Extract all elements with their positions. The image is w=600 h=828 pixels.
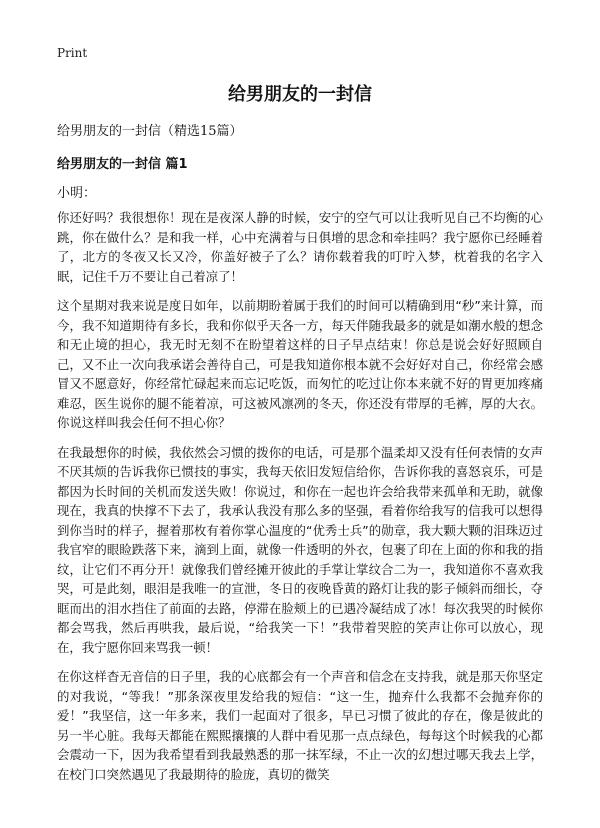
document-subtitle: 给男朋友的一封信（精选15篇） <box>57 124 243 139</box>
print-link[interactable]: Print <box>57 46 88 60</box>
paragraph-2: 这个星期对我来说是度日如年，以前期盼着属于我们的时间可以精确到用“秒”来计算，而今，我不知道期待有多长，我和你似乎天各一方，每天伴随我最多的就是如潮水般的想念和无止境的担心，我无时无刻不在盼望着这样的日子早点结束！你总是说会好好照顾自己，又不止一次向我承诺会善待自己，可是我知道你根本就不会好好对自己，你经常会感冒又不愿意好，你经常忙碌起来而忘记吃饭，而匆忙的吃过让你本来就不好的胃更加疼痛难忍，医生说你的腿不能着凉，可这被风凛冽的冬天，你还没有带厚的毛裤，厚的大衣。你说这样叫我会任何不担心你？ <box>57 298 543 430</box>
document-title: 给男朋友的一封信 <box>228 84 372 105</box>
section-heading: 给男朋友的一封信 篇1 <box>57 157 188 172</box>
paragraph-3: 在我最想你的时候，我依然会习惯的拨你的电话，可是那个温柔却又没有任何表情的女声不厌其烦的告诉我你已惯技的事实，我每天依旧发短信给你，告诉你我的喜怒哀乐，可是都因为长时间的关机而发送失败！你说过，和你在一起也许会给我带来孤单和无助，就像现在，我真的快撑不下去了，我承认我没有那么多的坚强，看着你给我写的信我可以想得到你当时的样子，握着那枚有着你掌心温度的“优秀士兵”的勋章，我大颗大颗的泪珠迈过我官窄的眼睑跌落下来，滴到上面，就像一件透明的外衣，包裹了印在上面的你和我的指纹，让它们不再分开！就像我们曾经摊开彼此的手掌让掌纹合二为一，我知道你不喜欢我哭，可是此刻，眼泪是我唯一的宣泄，冬日的夜晚昏黄的路灯让我的影子倾斜而细长，夺眶而出的泪水挡住了前面的去路，停滞在脸颊上的已遇冷凝结成了冰！每次我哭的时候你都会骂我，然后再哄我，最后说，“给我笑一下！”我带着哭腔的笑声让你可以放心，现在，我宁愿你回来骂我一顿！ <box>57 444 543 655</box>
letter-body <box>57 208 543 794</box>
paragraph-4: 在你这样杳无音信的日子里，我的心底都会有一个声音和信念在支持我，就是那天你坚定的对我说，“等我！”那条深夜里发给我的短信：“这一生，抛弃什么我都不会抛弃你的爱！”我坚信，这一年多来，我们一起面对了很多，早已习惯了彼此的存在，像是彼此的另一半心脏。我每天都能在熙熙攘攘的人群中看见那一点点绿色，每每这个时候我的心都会震动一下，因为我希望看到我最熟悉的那一抹军绿，不止一次的幻想过哪天我去上学，在校门口突然遇见了我最期待的脸庞，真切的微笑 <box>57 669 543 782</box>
letter-greeting: 小明： <box>57 186 97 201</box>
paragraph-1: 你还好吗？我很想你！现在是夜深人静的时候，安宁的空气可以让我听见自己不均衡的心跳，你在做什么？是和我一样，心中充满着与日俱增的思念和牵挂吗？我宁愿你已经睡着了，北方的冬夜又长又冷，你盖好被子了么？请你载着我的叮咛入梦，枕着我的名字入眠，记住千万不要让自己着凉了！ <box>57 210 543 284</box>
